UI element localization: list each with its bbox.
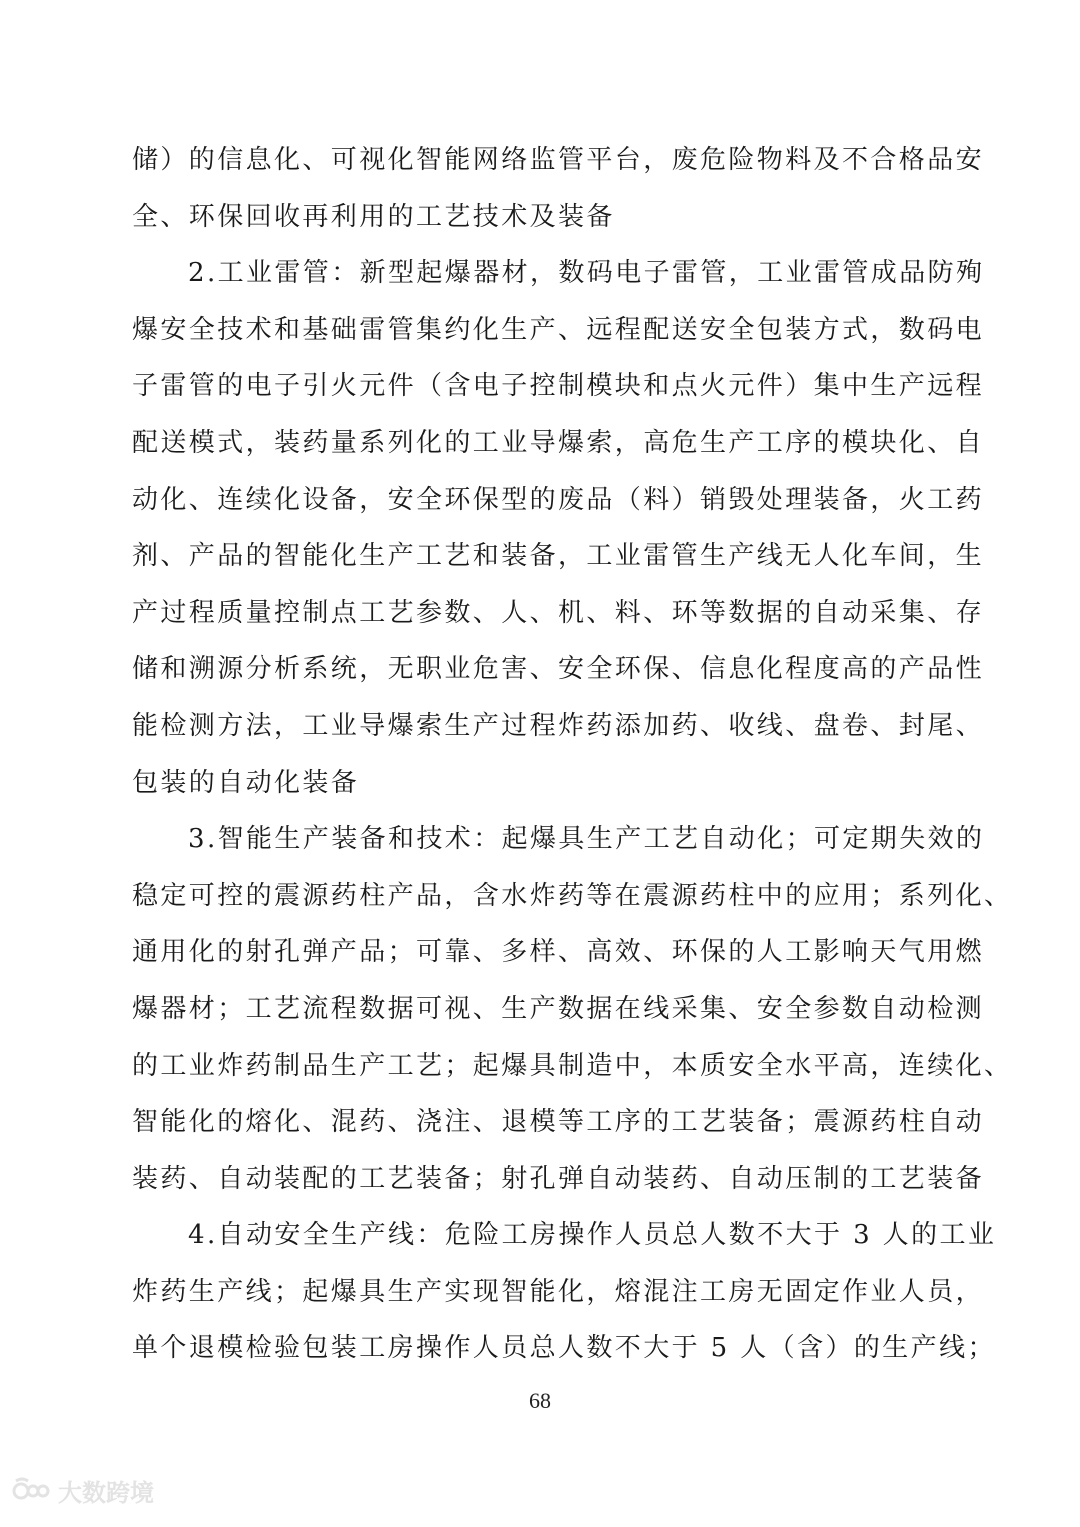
page-number: 68 <box>529 1388 551 1413</box>
text-line: 3.智能生产装备和技术：起爆具生产工艺自动化；可定期失效的 <box>188 824 985 855</box>
text-line: 2.工业雷管：新型起爆器材，数码电子雷管，工业雷管成品防殉 <box>188 258 985 289</box>
text-line: 能检测方法，工业导爆索生产过程炸药添加药、收线、盘卷、封尾、 <box>132 710 985 741</box>
document-body <box>132 132 1013 1377</box>
text-line: 通用化的射孔弹产品；可靠、多样、高效、环保的人工影响天气用燃 <box>132 937 985 968</box>
text-line: 4.自动安全生产线：危险工房操作人员总人数不大于 3 人的工业 <box>188 1220 997 1251</box>
text-line: 炸药生产线；起爆具生产实现智能化，熔混注工房无固定作业人员， <box>132 1276 985 1307</box>
text-line: 产过程质量控制点工艺参数、人、机、料、环等数据的自动采集、存 <box>132 597 985 628</box>
text-line: 的工业炸药制品生产工艺；起爆具制造中，本质安全水平高，连续化、 <box>132 1050 1013 1081</box>
text-line: 剂、产品的智能化生产工艺和装备，工业雷管生产线无人化车间，生 <box>132 541 985 572</box>
text-line: 爆器材；工艺流程数据可视、生产数据在线采集、安全参数自动检测 <box>132 993 985 1024</box>
text-line: 子雷管的电子引火元件（含电子控制模块和点火元件）集中生产远程 <box>132 371 985 402</box>
watermark-text: 大数跨境 <box>58 1478 154 1507</box>
text-line: 全、环保回收再利用的工艺技术及装备 <box>132 201 615 232</box>
text-line: 储和溯源分析系统，无职业危害、安全环保、信息化程度高的产品性 <box>132 654 985 685</box>
brand-logo-icon <box>12 1475 52 1505</box>
text-line: 包装的自动化装备 <box>132 767 360 798</box>
text-line: 装药、自动装配的工艺装备；射孔弹自动装药、自动压制的工艺装备 <box>132 1163 985 1194</box>
text-line: 爆安全技术和基础雷管集约化生产、远程配送安全包装方式，数码电 <box>132 314 985 345</box>
text-line: 动化、连续化设备，安全环保型的废品（料）销毁处理装备，火工药 <box>132 484 985 515</box>
text-line: 单个退模检验包装工房操作人员总人数不大于 5 人（含）的生产线； <box>132 1333 996 1364</box>
text-line: 稳定可控的震源药柱产品，含水炸药等在震源药柱中的应用；系列化、 <box>132 880 1013 911</box>
watermark <box>12 1470 154 1510</box>
text-line: 储）的信息化、可视化智能网络监管平台，废危险物料及不合格品安 <box>132 145 985 175</box>
text-line: 智能化的熔化、混药、浇注、退模等工序的工艺装备；震源药柱自动 <box>132 1107 985 1138</box>
text-line: 配送模式，装药量系列化的工业导爆索，高危生产工序的模块化、自 <box>132 427 985 458</box>
